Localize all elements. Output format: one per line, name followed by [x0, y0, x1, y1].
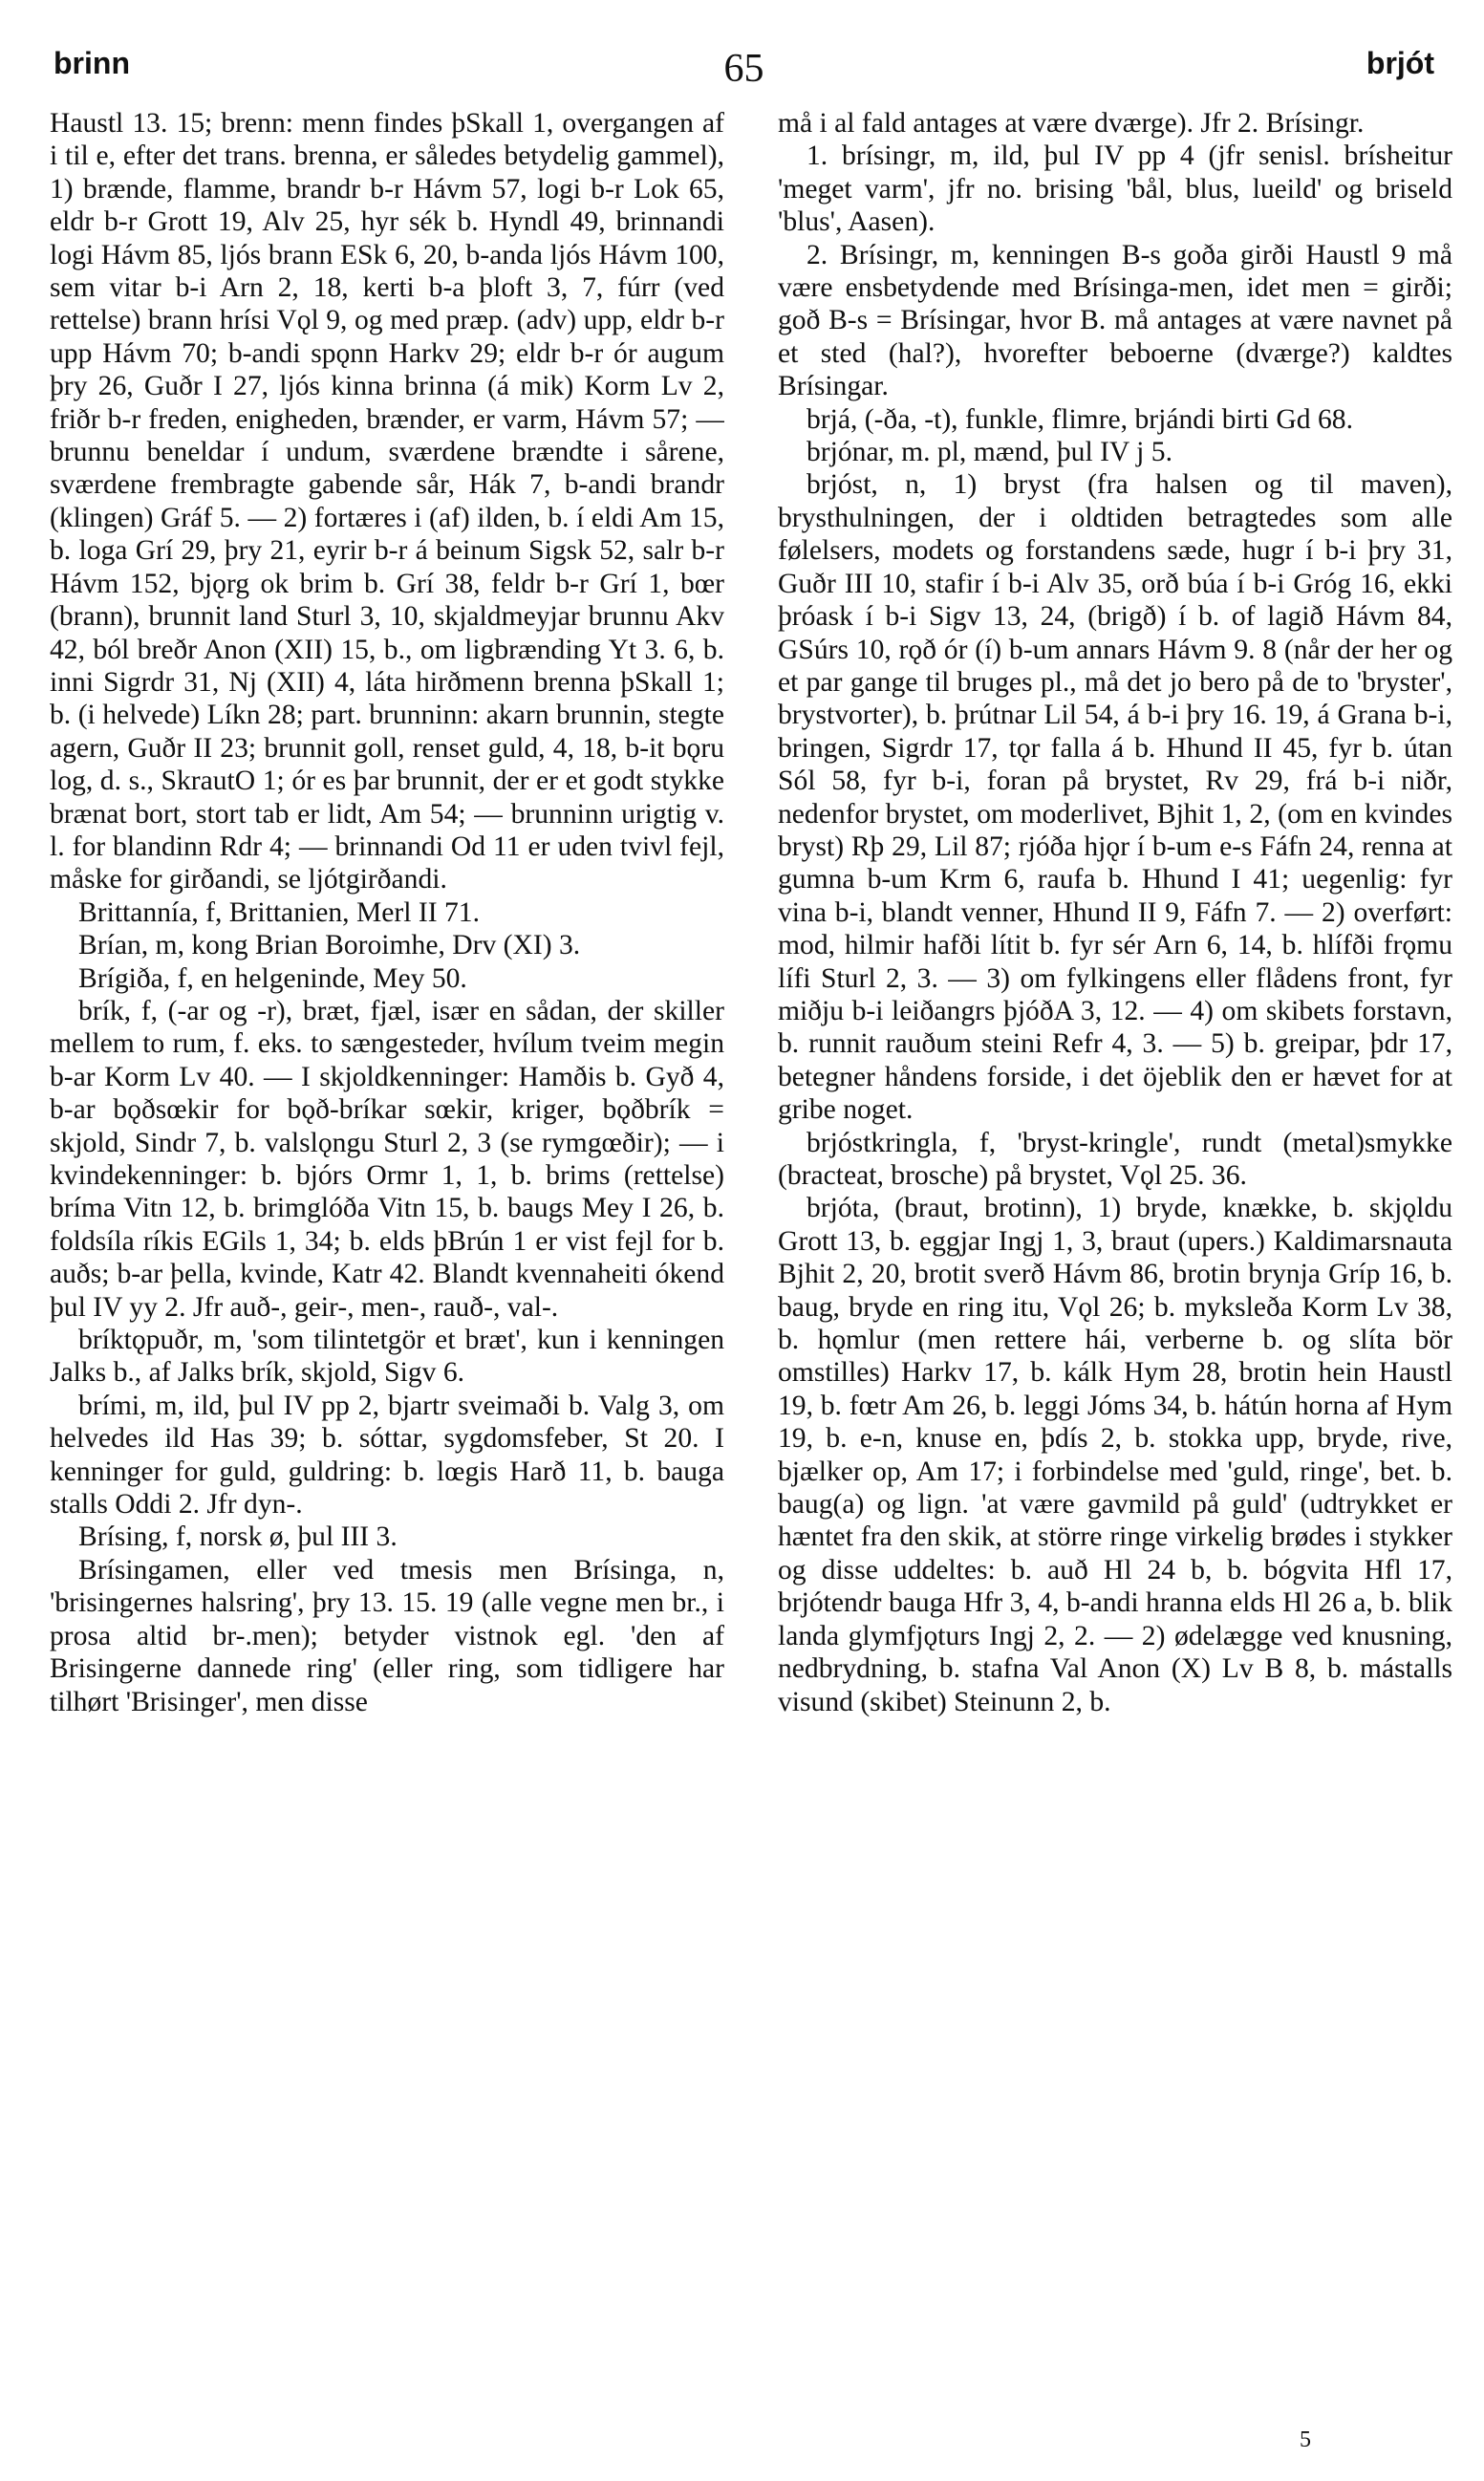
right-running-headword: brjót — [1366, 46, 1434, 80]
entry-brjonar: brjónar, m. pl, mænd, þul IV j 5. — [807, 437, 1172, 468]
entry-brisingamen: Brísingamen, eller ved tmesis men Brísinga, n, 'brisingernes halsring', þry 13. 15. 19 (alle vegne men br., i prosa altid br-.men); betyder vistnok egl. 'den af Brisingerne dannede ring' (eller ring, som tidligere har tilhørt 'Brisinger', men disse — [50, 1554, 724, 1717]
entry-brimi: brími, m, ild, þul IV pp 2, bjartr sveimaði b. Valg 3, om helvedes ild Has 39; b. sóttar, sygdomsfeber, St 20. I kenninger for guld, guldring: b. lœgis Harð 11, b. bauga stalls Oddi 2. Jfr dyn-. — [50, 1390, 724, 1521]
entry-brik: brík, f, (-ar og -r), bræt, fjæl, især en sådan, der skiller mellem to rum, f. eks. to sængesteder, hvílum tveim megin b-ar Korm Lv 40. — I skjoldkenninger: Hamðis b. Gyð 4, b-ar bǫðsœkir for bǫð-bríkar sœkir, kriger, bǫðbrík = skjold, Sindr 7, b. valslǫngu Sturl 2, 3 (se rymgœðir); — i kvindekenninger: b. bjórs Ormr 1, 1, b. brims (rettelse) bríma Vitn 12, b. brimglóða Vitn 15, b. baugs Mey I 26, b. foldsíla ríkis EGils 1, 34; b. elds þBrún 1 er vist fejl for b. auðs; b-ar þella, kvinde, Katr 42. Blandt kvennaheiti ókend þul IV yy 2. Jfr auð-, geir-, men-, rauð-, val-. — [50, 995, 724, 1323]
entry-brigida: Brígiða, f, en helgeninde, Mey 50. — [78, 962, 467, 994]
right-column — [778, 107, 1452, 2401]
entry-continuation-right: må i al fald antages at være dværge). Jfr 2. Brísingr. — [778, 108, 1365, 139]
entry-brisingr-1: 1. brísingr, m, ild, þul IV pp 4 (jfr senisl. brísheitur 'meget varm', jfr no. brising 'bål, blus, lueild' og briseld 'blus', Aasen). — [778, 140, 1452, 238]
signature-mark: 5 — [1300, 2427, 1311, 2452]
page-number: 65 — [723, 47, 764, 91]
entry-brian: Brían, m, kong Brian Boroimhe, Drv (XI) 3. — [78, 930, 581, 961]
entry-brjota: brjóta, (braut, brotinn), 1) bryde, knække, b. skjǫldu Grott 13, b. eggjar Ingj 1, 3, braut (upers.) Kaldimarsnauta Bjhit 2, 20, brotit sverð Hávm 86, brotin brynja Gríp 16, b. baug, bryde en ring itu, Vǫl 26; b. myksleða Korm Lv 38, b. hǫmlur (men rettere hái, verberne b. og slíta bör omstilles) Harkv 17, b. kálk Hym 28, brotin hein Haustl 19, b. fœtr Am 26, b. leggi Jóms 34, b. hátún horna af Hym 19, b. e-n, knuse en, þdís 2, b. stokka upp, bryde, rive, bjælker op, Am 17; i forbindelse med 'guld, ringe', bet. b. baug(a) og lign. 'at være gavmild på guld' (udtrykket er hæntet fra den skik, at större ringe virkelig brødes i stykker og disse uddeltes: b. auð Hl 24 b, b. bógvita Hfl 17, brjótendr bauga Hfr 3, 4, b-andi hranna elds Hl 26 a, b. blik landa glymfjǫturs Ingj 2, 2. — 2) ødelægge ved knusning, nedbrydning, b. stafna Val Anon (X) Lv B 8, b. mástalls visund (skibet) Steinunn 2, b. — [778, 1193, 1452, 1717]
page-header — [54, 46, 1434, 103]
entry-brisingr-2: 2. Brísingr, m, kenningen B-s goða girði Haustl 9 må være ensbetydende med Brísinga-men, idet men = girði; goð B-s = Brísingar, hvor B. må antages at være navnet på et sted (hal?), hvorefter beboerne (dværge?) kaldtes Brísingar. — [778, 239, 1452, 402]
entry-brjostkringla: brjóstkringla, f, 'bryst-kringle', rundt (metal)smykke (bracteat, brosche) på brystet, Vǫl 25. 36. — [778, 1127, 1452, 1191]
entry-briktopudr: bríktǫpuðr, m, 'som tilintetgör et bræt', kun i kenningen Jalks b., af Jalks brík, skjold, Sigv 6. — [50, 1325, 724, 1389]
entry-brising: Brísing, f, norsk ø, þul III 3. — [78, 1521, 398, 1553]
left-column — [50, 107, 724, 2401]
entry-brjost: brjóst, n, 1) bryst (fra halsen og til maven), brysthulningen, der i oldtiden betragtedes som alle følelsers, modets og forstandens sæde, hugr í b-i þry 31, Guðr III 10, stafir í b-i Alv 35, orð búa í b-i Gróg 16, ekki þróask í b-i Sigv 13, 24, (brigð) í b. of lagið Hávm 84, GSúrs 10, rǫð ór (í) b-um annars Hávm 9. 8 (når der her og et par gange til bruges pl., må det jo bero på de to 'bryster', brystvorter), b. þrútnar Lil 54, á b-i þry 16. 19, á Grana b-i, bringen, Sigrdr 17, tǫr falla á b. Hhund II 45, fyr b. útan Sól 58, fyr b-i, foran på brystet, Rv 29, frá b-i niðr, nedenfor brystet, om moderlivet, Bjhit 1, 2, (om en kvindes bryst) Rþ 29, Lil 87; rjóða hjǫr í b-um e-s Fáfn 24, renna at gumna b-um Krm 6, raufa b. Hhund I 41; uegenlig: fyr vina b-i, blandt venner, Hhund II 9, Fáfn 7. — 2) overført: mod, hilmir hafði lítit b. fyr sér Arn 6, 14, b. hlífði frǫmu lífi Sturl 2, 3. — 3) om fylkingens eller flådens front, fyr miðju b-i leiðangrs þjóðA 3, 12. — 4) om skibets forstavn, b. runnit rauðum steini Refr 4, 3. — 5) b. greipar, þdr 17, betegner håndens forside, i det öjeblik den er hævet for at gribe noget. — [778, 469, 1452, 1126]
left-running-headword: brinn — [54, 46, 130, 80]
entry-brja: brjá, (-ða, -t), funkle, flimre, brjándi birti Gd 68. — [807, 403, 1353, 435]
entry-brittannia: Brittannía, f, Brittanien, Merl II 71. — [78, 896, 480, 928]
entry-continuation: Haustl 13. 15; brenn: menn findes þSkall 1, overgangen af i til e, efter det trans. brenna, er således betydelig gammel), 1) brænde, flamme, brandr b-r Hávm 57, logi b-r Lok 65, eldr b-r Grott 19, Alv 25, hyr sék b. Hyndl 49, brinnandi logi Hávm 85, ljós brann ESk 6, 20, b-anda ljós Hávm 100, sem vitar b-i Arn 2, 18, kerti b-a þloft 3, 7, fúrr (ved rettelse) brann hrísi Vǫl 9, og med præp. (adv) upp, eldr b-r upp Hávm 70; b-andi spǫnn Harkv 29; eldr b-r ór augum þry 26, Guðr I 27, ljós kinna brinna (á mik) Korm Lv 2, friðr b-r freden, enigheden, brænder, er varm, Hávm 57; — brunnu beneldar í undum, sværdene brændte i sårene, sværdene frembragte gabende sår, Hák 7, b-andi brandr (klingen) Gráf 5. — 2) fortæres i (af) ilden, b. í eldi Am 15, b. loga Grí 29, þry 21, eyrir b-r á beinum Sigsk 52, salr b-r Hávm 152, bjǫrg ok brim b. Grí 38, feldr b-r Grí 1, bœr (brann), brunnit land Sturl 3, 10, skjaldmeyjar brunnu Akv 42, ból breðr Anon (XII) 15, b., om ligbrænding Yt 3. 6, b. inni Sigrdr 31, Nj (XII) 4, láta hirðmenn brenna þSkall 1; b. (i helvede) Líkn 28; part. brunninn: akarn brunnin, stegte agern, Guðr II 23; brunnit goll, renset guld, 4, 18, b-it bǫru log, d. s., SkrautO 1; ór es þar brunnit, der er et godt stykke brænat bort, stort tab er lidt, Am 54; — brunninn urigtig v. l. for blandinn Rdr 4; — brinnandi Od 11 er uden tvivl fejl, måske for girðandi, se ljótgirðandi. — [50, 108, 724, 895]
